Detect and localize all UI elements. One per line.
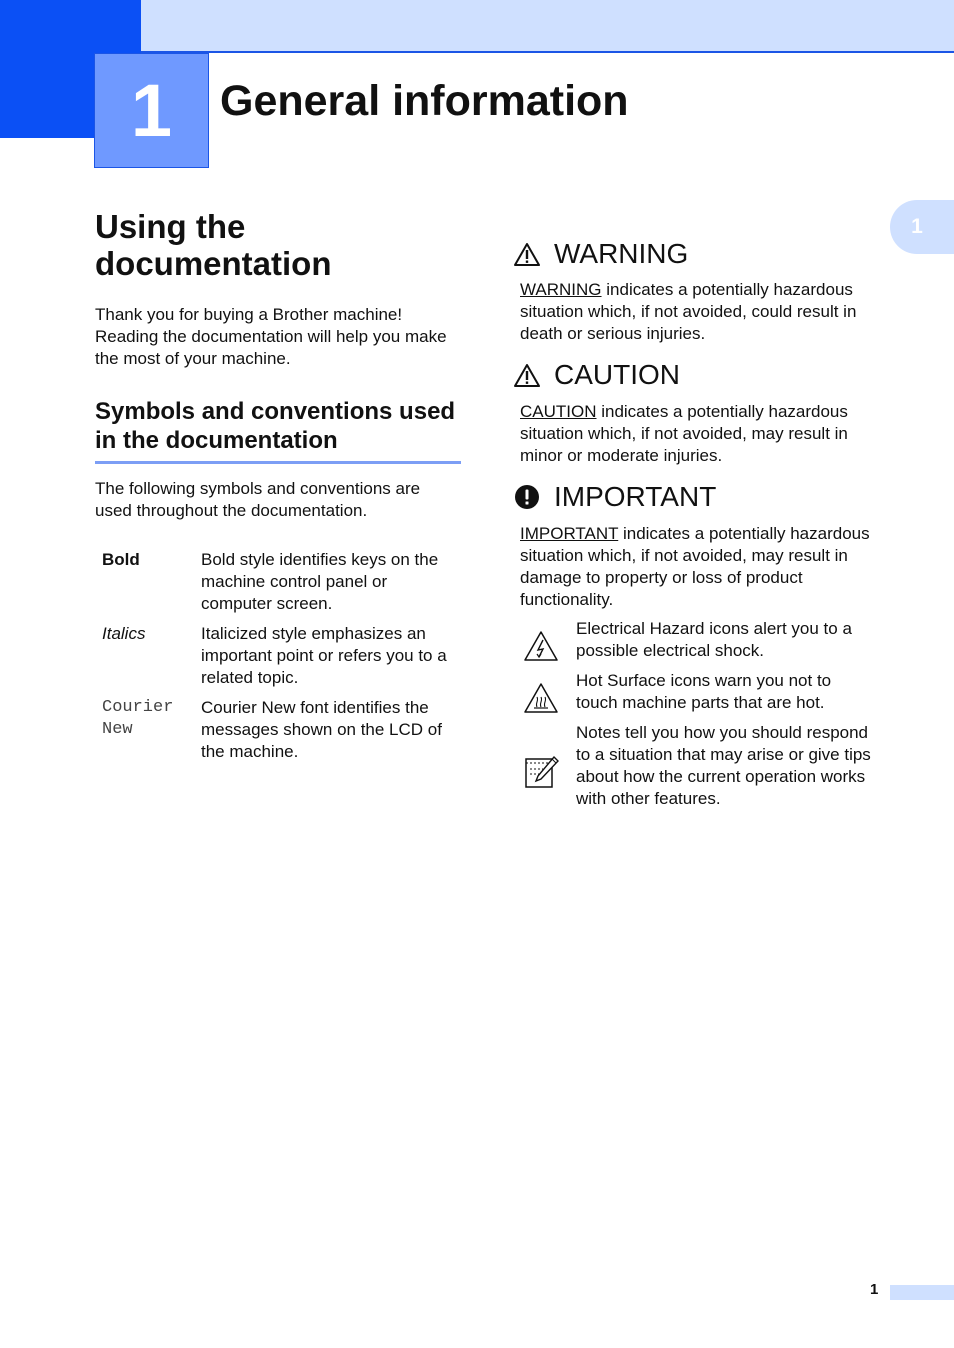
important-heading-text: IMPORTANT — [554, 481, 717, 512]
note-item — [521, 722, 876, 810]
convention-description: Italicized style emphasizes an important point or refers you to a related topic. — [201, 624, 447, 687]
caution-heading — [514, 359, 680, 391]
subsection-heading: Symbols and conventions used in the documentation — [95, 398, 456, 454]
subsection-intro: The following symbols and conventions are used throughout the documentation. — [95, 479, 421, 520]
electrical-hazard-icon — [523, 630, 559, 662]
note-pencil-icon — [523, 754, 559, 790]
page-number: 1 — [870, 1281, 879, 1298]
note-text: Notes tell you how you should respond to a situation that may arise or give tips about how the current operation works with other features. — [576, 723, 871, 808]
caution-body: indicates a potentially hazardous situation which, if not avoided, may result in minor or moderate injuries. — [520, 402, 848, 465]
chapter-title: General information — [220, 77, 629, 125]
caution-keyword: CAUTION — [520, 402, 597, 421]
warning-triangle-icon — [514, 242, 540, 266]
convention-term: Italics — [102, 624, 146, 643]
warning-heading — [514, 238, 688, 270]
warning-text — [520, 279, 876, 345]
section-intro: Thank you for buying a Brother machine! Reading the documentation will help you make the most of your machine. — [95, 305, 447, 368]
footer-tab — [890, 1285, 954, 1300]
warning-keyword: WARNING — [520, 280, 602, 299]
table-row — [95, 697, 461, 771]
convention-term: Bold — [102, 550, 140, 569]
electrical-hazard-note — [521, 618, 876, 662]
warning-heading-text: WARNING — [554, 238, 689, 269]
important-heading — [514, 481, 716, 513]
important-keyword: IMPORTANT — [520, 524, 619, 543]
hot-surface-note — [521, 670, 876, 714]
caution-text — [520, 401, 876, 467]
table-row — [95, 549, 461, 623]
warning-body: indicates a potentially hazardous situation which, if not avoided, could result in death or serious injuries. — [520, 280, 857, 343]
caution-heading-text: CAUTION — [554, 359, 680, 390]
hot-surface-text: Hot Surface icons warn you not to touch machine parts that are hot. — [576, 671, 832, 712]
chapter-number: 1 — [130, 68, 173, 152]
section-heading: Using the documentation — [95, 208, 332, 282]
convention-term: Courier New — [102, 698, 174, 739]
convention-description: Bold style identifies keys on the machine control panel or computer screen. — [201, 550, 439, 613]
subsection-rule — [95, 461, 461, 464]
important-body: indicates a potentially hazardous situation which, if not avoided, may result in damage to property or loss of product functionality. — [520, 524, 870, 609]
convention-description: Courier New font identifies the messages shown on the LCD of the machine. — [201, 698, 442, 761]
header-rule — [140, 51, 954, 53]
conventions-table — [95, 549, 461, 771]
side-tab-label: 1 — [911, 215, 923, 238]
electrical-hazard-text: Electrical Hazard icons alert you to a possible electrical shock. — [576, 619, 852, 660]
important-exclamation-icon — [514, 484, 540, 510]
caution-triangle-icon — [514, 363, 540, 387]
header-band — [140, 0, 954, 51]
important-text — [520, 523, 876, 611]
hot-surface-icon — [523, 682, 559, 714]
table-row — [95, 623, 461, 697]
chapter-side-tab — [890, 200, 954, 254]
chapter-number-box — [94, 53, 209, 168]
